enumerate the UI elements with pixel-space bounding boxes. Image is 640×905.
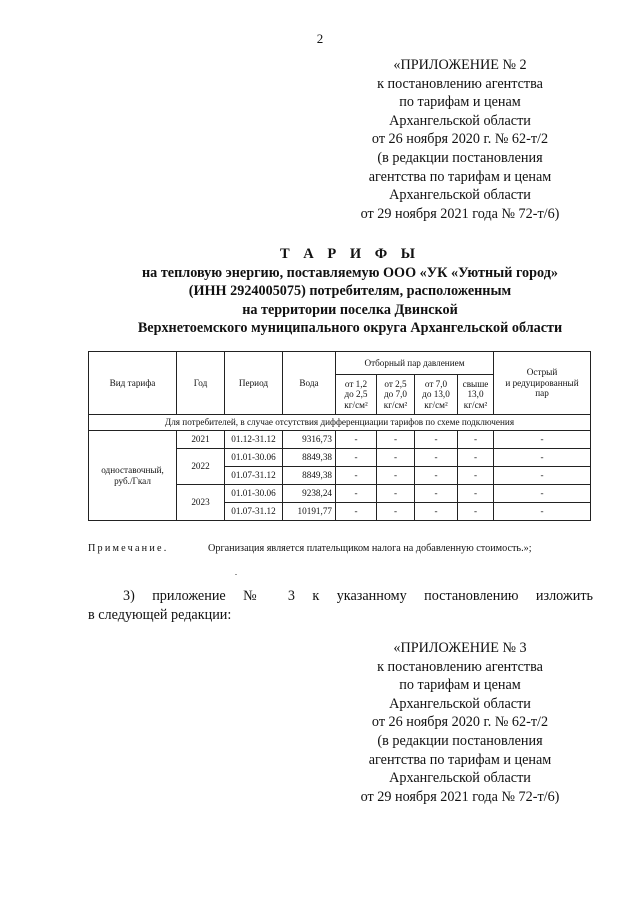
- sharp-cell: -: [494, 431, 591, 449]
- water-cell: 8849,38: [283, 449, 336, 467]
- header-steam-3-line: кг/см²: [424, 399, 448, 410]
- steam-cell: -: [458, 431, 494, 449]
- appendix-3-line: от 26 ноября 2020 г. № 62-т/2: [371, 714, 549, 731]
- year-cell: 2021: [177, 431, 225, 449]
- header-steam-4: [458, 375, 494, 415]
- appendix-3-header: [330, 639, 590, 806]
- amendment-line: 3) приложение № 3 к указанному постановлению изложить: [123, 588, 593, 604]
- title-line: Верхнетоемского муниципального округа Архангельской области: [137, 320, 563, 337]
- steam-cell: -: [377, 449, 415, 467]
- appendix-2-line: агентства по тарифам и ценам: [368, 168, 552, 185]
- header-steam-4-line: кг/см²: [463, 399, 488, 410]
- water-cell: 8849,38: [283, 467, 336, 485]
- header-sharp-line: пар: [535, 388, 549, 399]
- appendix-2-line: (в редакции постановления: [377, 149, 543, 166]
- year-cell: 2023: [177, 485, 225, 521]
- steam-cell: -: [336, 503, 377, 521]
- title-line: на территории поселка Двинской: [242, 301, 458, 318]
- header-steam-2-line: кг/см²: [383, 399, 408, 410]
- note-label: Примечание.: [88, 543, 169, 554]
- appendix-3-line: Архангельской области: [389, 770, 531, 787]
- appendix-3-line: от 29 ноября 2021 года № 72-т/6): [360, 788, 560, 805]
- note-text: Организация является плательщиком налога на добавленную стоимость.»;: [208, 543, 532, 554]
- header-year: Год: [177, 352, 225, 415]
- appendix-3-line: «ПРИЛОЖЕНИЕ № 3: [393, 640, 527, 656]
- steam-cell: -: [458, 467, 494, 485]
- header-period: Период: [225, 352, 283, 415]
- header-steam-group: Отборный пар давлением: [336, 352, 494, 375]
- header-steam-3-line: до 13,0: [422, 389, 450, 400]
- steam-cell: -: [458, 449, 494, 467]
- header-steam-2: [377, 375, 415, 415]
- appendix-2-line: от 29 ноября 2021 года № 72-т/6): [360, 205, 560, 222]
- header-steam-1-line: от 1,2: [344, 378, 368, 389]
- header-sharp-steam: [494, 352, 591, 415]
- steam-cell: -: [458, 485, 494, 503]
- appendix-2-line: от 26 ноября 2020 г. № 62-т/2: [371, 131, 549, 148]
- appendix-3-line: агентства по тарифам и ценам: [368, 751, 552, 768]
- appendix-3-line: к постановлению агентства: [377, 658, 543, 675]
- header-tariff-type: Вид тарифа: [89, 352, 177, 415]
- appendix-2-line: «ПРИЛОЖЕНИЕ № 2: [393, 57, 527, 73]
- tariff-type-cell: [89, 431, 177, 521]
- header-steam-3-line: от 7,0: [424, 378, 448, 389]
- steam-cell: -: [415, 485, 458, 503]
- document-title: [60, 245, 640, 338]
- appendix-3-line: по тарифам и ценам: [399, 677, 521, 694]
- header-steam-2-line: от 2,5: [384, 378, 407, 389]
- header-steam-1-line: до 2,5: [344, 389, 368, 400]
- steam-cell: -: [336, 431, 377, 449]
- water-cell: 9316,73: [283, 431, 336, 449]
- water-cell: 10191,77: [283, 503, 336, 521]
- sharp-cell: -: [494, 485, 591, 503]
- period-cell: 01.07-31.12: [225, 503, 283, 521]
- water-cell: 9238,24: [283, 485, 336, 503]
- appendix-3-line: (в редакции постановления: [377, 732, 543, 749]
- steam-cell: -: [415, 449, 458, 467]
- amendment-line: в следующей редакции:: [88, 607, 232, 623]
- appendix-2-line: Архангельской области: [389, 187, 531, 204]
- table-row: [89, 431, 591, 449]
- title-heading: Т А Р И Ф Ы: [279, 246, 421, 262]
- year-cell: 2022: [177, 449, 225, 485]
- header-steam-4-line: свыше: [462, 378, 489, 389]
- header-steam-4-line: 13,0: [467, 389, 484, 400]
- steam-cell: -: [377, 503, 415, 521]
- amendment-paragraph: [88, 587, 593, 625]
- header-water: Вода: [283, 352, 336, 415]
- title-line: (ИНН 2924005075) потребителям, расположенным: [188, 283, 512, 300]
- period-cell: 01.07-31.12: [225, 467, 283, 485]
- tariff-type-line: одноставочный,: [101, 465, 164, 475]
- steam-cell: -: [377, 431, 415, 449]
- steam-cell: -: [415, 503, 458, 521]
- sharp-cell: -: [494, 449, 591, 467]
- header-steam-1: [336, 375, 377, 415]
- tariff-type-line: руб./Гкал: [114, 475, 151, 486]
- title-line: на тепловую энергию, поставляемую ООО «УК «Уютный город»: [142, 264, 558, 281]
- appendix-2-line: по тарифам и ценам: [399, 94, 521, 111]
- steam-cell: -: [377, 467, 415, 485]
- steam-cell: -: [336, 449, 377, 467]
- steam-cell: -: [415, 467, 458, 485]
- steam-cell: -: [336, 467, 377, 485]
- steam-cell: -: [458, 503, 494, 521]
- sharp-cell: -: [494, 503, 591, 521]
- steam-cell: -: [377, 485, 415, 503]
- note: [88, 543, 532, 554]
- section-label: Для потребителей, в случае отсутствия дифференциации тарифов по схеме подключения: [89, 415, 591, 431]
- header-steam-3: [415, 375, 458, 415]
- steam-cell: -: [415, 431, 458, 449]
- appendix-2-line: к постановлению агентства: [377, 75, 543, 92]
- appendix-2-header: [330, 56, 590, 223]
- page-number: 2: [316, 31, 324, 46]
- steam-cell: -: [336, 485, 377, 503]
- period-cell: 01.12-31.12: [225, 431, 283, 449]
- header-sharp-line: и редуцированный: [505, 377, 579, 388]
- period-cell: 01.01-30.06: [225, 449, 283, 467]
- header-steam-2-line: до 7,0: [383, 389, 408, 400]
- header-sharp-line: Острый: [526, 367, 558, 378]
- period-cell: 01.01-30.06: [225, 485, 283, 503]
- sharp-cell: -: [494, 467, 591, 485]
- appendix-3-line: Архангельской области: [389, 695, 531, 712]
- tariff-table: [88, 351, 591, 521]
- scan-speck: [235, 574, 237, 575]
- appendix-2-line: Архангельской области: [389, 112, 531, 129]
- header-steam-1-line: кг/см²: [344, 399, 368, 410]
